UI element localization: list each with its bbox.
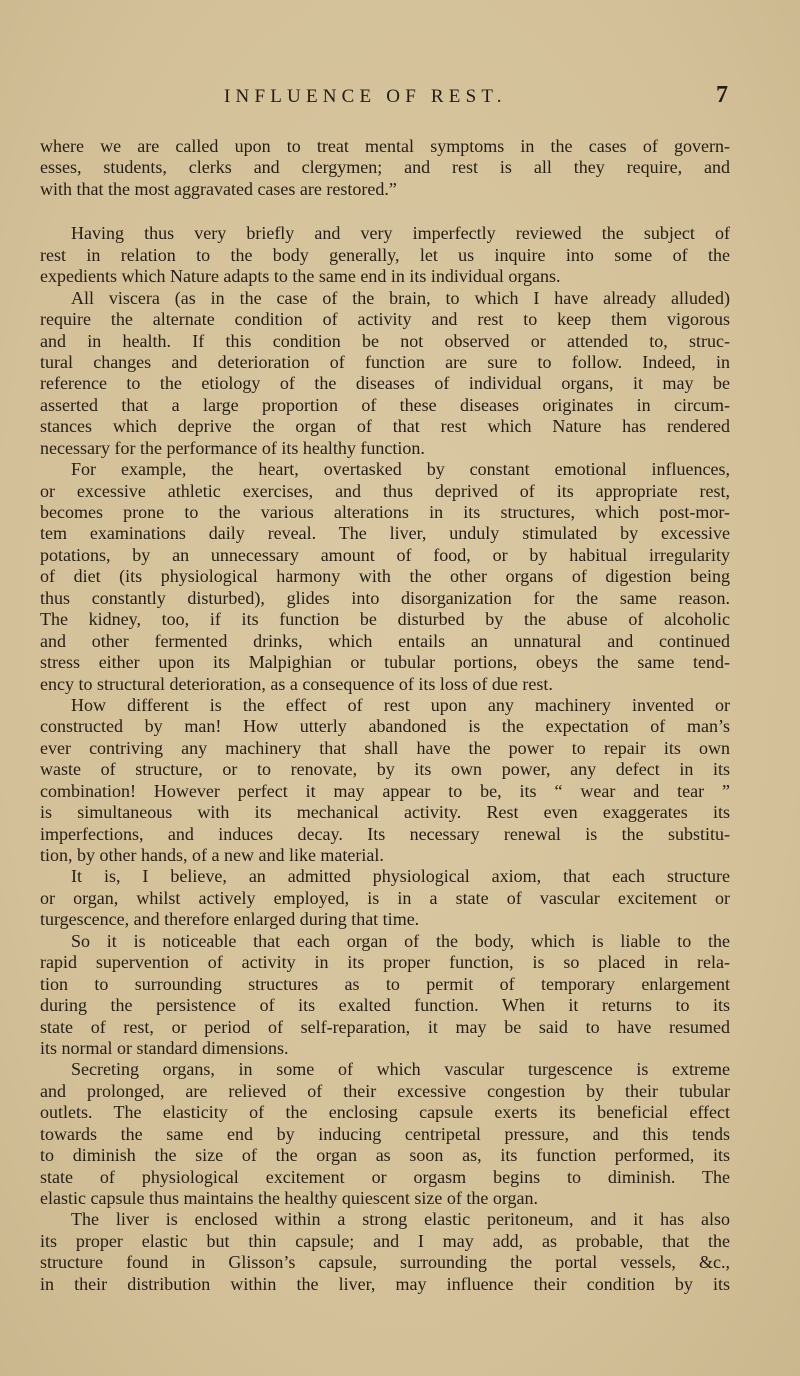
text-line: ency to structural deterioration, as a consequence of its loss of due rest. — [40, 673, 553, 694]
text-line: in their distribution within the liver, may influence their condition by its — [40, 1273, 730, 1294]
text-line: is simultaneous with its mechanical activity. Rest even exaggerates its — [40, 802, 730, 823]
paragraph — [40, 136, 730, 200]
text-line: waste of structure, or to renovate, by its own power, any defect in its — [40, 759, 730, 780]
text-line: constructed by man! How utterly abandoned is the expectation of man’s — [40, 716, 730, 737]
text-line: All viscera (as in the case of the brain, to which I have already alluded) — [71, 287, 730, 308]
text-line: combination! However perfect it may appear to be, its “ wear and tear ” — [40, 780, 730, 801]
text-line: rapid supervention of activity in its proper function, is so placed in rela- — [40, 952, 730, 973]
text-line: its proper elastic but thin capsule; and I may add, as probable, that the — [40, 1230, 730, 1251]
text-line: and in health. If this condition be not observed or attended to, struc- — [40, 330, 730, 351]
text-line: The liver is enclosed within a strong elastic peritoneum, and it has also — [71, 1209, 730, 1230]
text-line: Secreting organs, in some of which vascular turgescence is extreme — [71, 1059, 730, 1080]
page-number: 7 — [716, 82, 728, 108]
text-line: elastic capsule thus maintains the healthy quiescent size of the organ. — [40, 1188, 539, 1208]
text-line: state of physiological excitement or orgasm begins to diminish. The — [40, 1166, 730, 1187]
text-line: necessary for the performance of its healthy function. — [40, 437, 425, 458]
text-line: require the alternate condition of activity and rest to keep them vigorous — [40, 309, 730, 330]
paragraph — [40, 695, 730, 867]
text-line: of diet (its physiological harmony with the other organs of digestion being — [40, 566, 730, 587]
text-line: thus constantly disturbed), glides into disorganization for the same reason. — [40, 587, 730, 608]
text-line: potations, by an unnecessary amount of food, or by habitual irregularity — [40, 544, 730, 565]
text-line: or organ, whilst actively employed, is in a state of vascular excitement or — [40, 887, 730, 908]
text-line: during the persistence of its exalted function. When it returns to its — [40, 995, 730, 1016]
text-line: with that the most aggravated cases are restored.” — [40, 178, 397, 199]
text-line: expedients which Nature adapts to the same end in its individual organs. — [40, 266, 561, 287]
text-line: esses, students, clerks and clergymen; and rest is all they require, and — [40, 157, 730, 178]
text-line: ever contriving any machinery that shall have the power to repair its own — [40, 737, 730, 758]
text-line: rest in relation to the body generally, let us inquire into some of the — [40, 244, 730, 265]
text-line: turgescence, and therefore enlarged during that time. — [40, 909, 420, 930]
text-line: state of rest, or period of self-reparation, it may be said to have resumed — [40, 1016, 730, 1037]
page-body — [40, 136, 730, 1295]
text-line: tem examinations daily reveal. The liver, unduly stimulated by excessive — [40, 523, 730, 544]
text-line: towards the same end by inducing centripetal pressure, and this tends — [40, 1123, 730, 1144]
text-line: stances which deprive the organ of that rest which Nature has rendered — [40, 416, 730, 437]
text-line: So it is noticeable that each organ of the body, which is liable to the — [71, 930, 730, 951]
text-line: its normal or standard dimensions. — [40, 1037, 289, 1058]
text-line: tion, by other hands, of a new and like material. — [40, 845, 384, 865]
text-line: where we are called upon to treat mental symptoms in the cases of govern- — [40, 136, 730, 156]
text-line: How different is the effect of rest upon any machinery invented or — [71, 694, 730, 715]
text-line: stress either upon its Malpighian or tubular portions, obeys the same tend- — [40, 652, 730, 673]
paragraph — [40, 931, 730, 1060]
text-line: imperfections, and induces decay. Its necessary renewal is the substitu- — [40, 823, 730, 844]
text-line: outlets. The elasticity of the enclosing capsule exerts its beneficial effect — [40, 1102, 730, 1123]
text-line: reference to the etiology of the diseases of individual organs, it may be — [40, 373, 730, 394]
text-line: For example, the heart, overtasked by constant emotional influences, — [71, 459, 730, 480]
text-line: or excessive athletic exercises, and thus deprived of its appropriate rest, — [40, 480, 730, 501]
text-line: Having thus very briefly and very imperfectly reviewed the subject of — [71, 223, 730, 244]
text-line: structure found in Glisson’s capsule, surrounding the portal vessels, &c., — [40, 1252, 730, 1273]
text-line: to diminish the size of the organ as soon as, its function performed, its — [40, 1145, 730, 1166]
text-line: tion to surrounding structures as to permit of temporary enlargement — [40, 973, 730, 994]
text-line: asserted that a large proportion of these diseases originates in circum- — [40, 394, 730, 415]
paragraph — [40, 223, 730, 287]
running-header: INFLUENCE OF REST. — [224, 86, 507, 107]
paragraph — [40, 459, 730, 695]
paragraph — [40, 866, 730, 930]
paragraph — [40, 1209, 730, 1295]
text-line: tural changes and deterioration of function are sure to follow. Indeed, in — [40, 351, 730, 372]
paragraph — [40, 1059, 730, 1209]
text-line: and other fermented drinks, which entails an unnatural and continued — [40, 630, 730, 651]
text-line: and prolonged, are relieved of their excessive congestion by their tubular — [40, 1080, 730, 1101]
paragraph — [40, 288, 730, 460]
text-line: It is, I believe, an admitted physiological axiom, that each structure — [71, 866, 730, 887]
text-line: becomes prone to the various alterations in its structures, which post-mor- — [40, 502, 730, 522]
text-line: The kidney, too, if its function be disturbed by the abuse of alcoholic — [40, 609, 730, 630]
